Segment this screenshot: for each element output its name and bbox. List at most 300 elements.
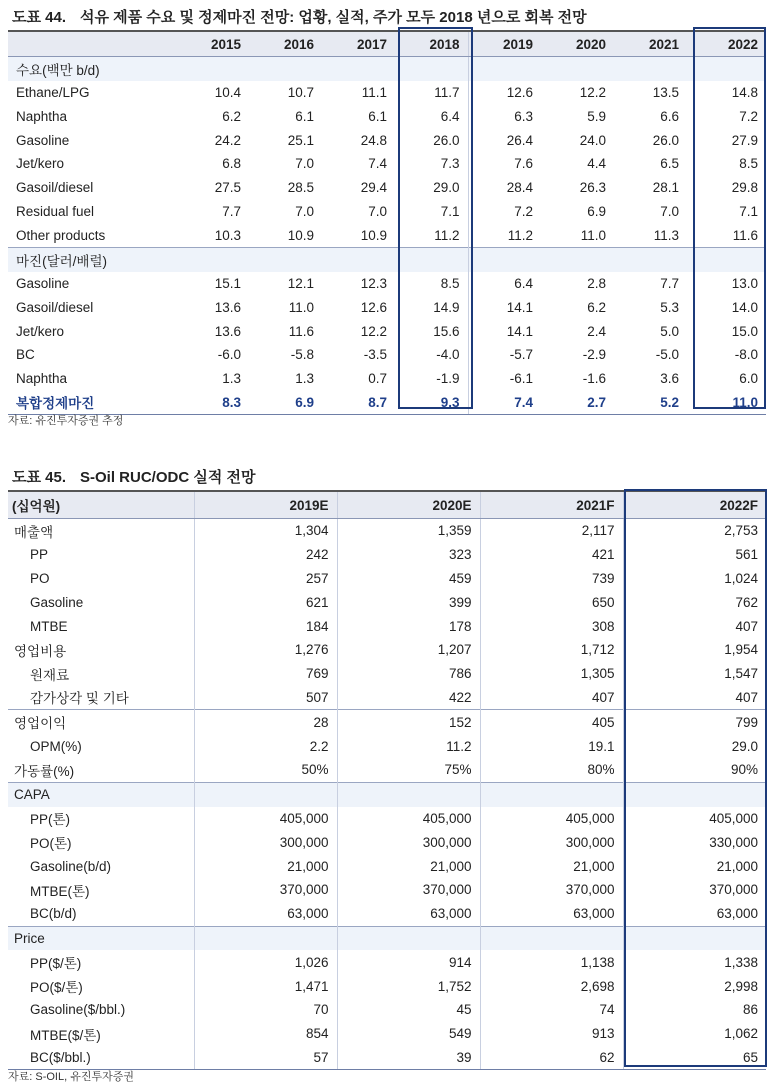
value-cell: 7.1 bbox=[739, 203, 758, 219]
value-cell: 74 bbox=[480, 998, 623, 1022]
value-cell: 300,000 bbox=[480, 830, 623, 854]
value-cell: 11.2 bbox=[434, 227, 460, 243]
value-cell: 28.5 bbox=[287, 180, 314, 196]
value-cell: 7.0 bbox=[368, 203, 387, 219]
value-cell: 10.9 bbox=[287, 227, 314, 243]
value-cell: 5.2 bbox=[614, 391, 687, 415]
value-cell: -3.5 bbox=[363, 347, 387, 363]
value-cell: 6.8 bbox=[222, 156, 241, 172]
value-cell: 14.8 bbox=[731, 85, 758, 101]
data-row bbox=[8, 543, 766, 567]
value-cell: 1,471 bbox=[194, 974, 337, 998]
value-cell: 152 bbox=[337, 710, 480, 734]
value-cell: 70 bbox=[194, 998, 337, 1022]
value-cell: 1,138 bbox=[480, 950, 623, 974]
value-cell: 12.2 bbox=[360, 323, 387, 339]
section-cell bbox=[687, 248, 766, 272]
value-cell: 1.3 bbox=[222, 371, 241, 387]
data-row bbox=[8, 519, 766, 543]
value-cell: 407 bbox=[623, 614, 766, 638]
value-cell: 1,338 bbox=[623, 950, 766, 974]
column-header-2020E: 2020E bbox=[337, 491, 480, 519]
value-cell: 1,752 bbox=[337, 974, 480, 998]
value-cell: 184 bbox=[194, 614, 337, 638]
value-cell: 6.2 bbox=[222, 108, 241, 124]
value-cell: 561 bbox=[623, 543, 766, 567]
value-cell: -6.0 bbox=[217, 347, 241, 363]
value-cell: 507 bbox=[194, 686, 337, 710]
value-cell: 2,698 bbox=[480, 974, 623, 998]
value-cell: 7.0 bbox=[295, 203, 314, 219]
value-cell: 405,000 bbox=[337, 807, 480, 831]
value-cell: 13.0 bbox=[731, 276, 758, 292]
row-label: BC(b/d) bbox=[30, 906, 77, 922]
value-cell: 308 bbox=[480, 614, 623, 638]
data-row bbox=[8, 662, 766, 686]
margin-row bbox=[8, 296, 766, 320]
table1-header-row bbox=[8, 31, 766, 57]
value-cell: 370,000 bbox=[337, 878, 480, 902]
data-row bbox=[8, 854, 766, 878]
value-cell: 8.3 bbox=[176, 391, 249, 415]
margin-row bbox=[8, 272, 766, 296]
year-header-2017: 2017 bbox=[322, 31, 395, 57]
value-cell: 14.1 bbox=[468, 296, 541, 320]
row-label: 원재료 bbox=[30, 667, 70, 683]
value-cell: 10.3 bbox=[214, 227, 241, 243]
value-cell: -5.0 bbox=[655, 347, 679, 363]
row-label: Naphtha bbox=[16, 371, 68, 387]
section-cell bbox=[395, 248, 468, 272]
year-header-2022: 2022 bbox=[687, 31, 766, 57]
value-cell: 11.6 bbox=[732, 227, 758, 243]
row-label: Gasoil/diesel bbox=[16, 180, 94, 196]
value-cell: 300,000 bbox=[337, 830, 480, 854]
section-label: Price bbox=[8, 926, 194, 950]
data-row bbox=[8, 567, 766, 591]
value-cell: 914 bbox=[337, 950, 480, 974]
value-cell: 63,000 bbox=[480, 902, 623, 926]
margin-section-row bbox=[8, 248, 766, 272]
column-header-2022F: 2022F bbox=[623, 491, 766, 519]
value-cell: -4.0 bbox=[436, 347, 460, 363]
table2-header-row bbox=[8, 491, 766, 519]
row-label: Jet/kero bbox=[16, 323, 65, 339]
value-cell: 4.4 bbox=[587, 156, 606, 172]
table2-source: 자료: S-OIL, 유진투자증권 bbox=[8, 1071, 134, 1083]
section-cell bbox=[249, 248, 322, 272]
value-cell: 29.4 bbox=[360, 180, 387, 196]
section-cell bbox=[480, 782, 623, 806]
value-cell: 13.6 bbox=[214, 299, 241, 315]
value-cell: 26.0 bbox=[433, 132, 460, 148]
value-cell: 80% bbox=[480, 758, 623, 782]
value-cell: 762 bbox=[623, 590, 766, 614]
value-cell: 6.6 bbox=[660, 108, 679, 124]
section-header-row bbox=[8, 926, 766, 950]
value-cell: 11.2 bbox=[337, 734, 480, 758]
table2-title-text: S-Oil RUC/ODC 실적 전망 bbox=[80, 469, 256, 486]
value-cell: 405 bbox=[480, 710, 623, 734]
value-cell: 63,000 bbox=[623, 902, 766, 926]
value-cell: 6.9 bbox=[249, 391, 322, 415]
value-cell: 11.7 bbox=[434, 85, 460, 101]
value-cell: 63,000 bbox=[337, 902, 480, 926]
data-row bbox=[8, 878, 766, 902]
section-cell bbox=[395, 57, 468, 81]
value-cell: 739 bbox=[480, 567, 623, 591]
row-label: PP bbox=[30, 547, 49, 563]
data-row bbox=[8, 710, 766, 734]
row-label: PP(톤) bbox=[30, 812, 71, 828]
section-cell bbox=[249, 57, 322, 81]
value-cell: 11.3 bbox=[653, 227, 679, 243]
value-cell: 12.1 bbox=[287, 276, 314, 292]
value-cell: 407 bbox=[623, 686, 766, 710]
value-cell: 19.1 bbox=[480, 734, 623, 758]
demand-row bbox=[8, 81, 766, 105]
row-label: Ethane/LPG bbox=[16, 85, 90, 101]
value-cell: -5.8 bbox=[290, 347, 314, 363]
value-cell: 10.7 bbox=[287, 85, 314, 101]
data-row bbox=[8, 807, 766, 831]
row-label: PO(톤) bbox=[30, 836, 72, 852]
margin-row bbox=[8, 367, 766, 391]
value-cell: 86 bbox=[623, 998, 766, 1022]
demand-section-row bbox=[8, 57, 766, 81]
data-row bbox=[8, 734, 766, 758]
value-cell: 2,117 bbox=[480, 519, 623, 543]
value-cell: 14.9 bbox=[433, 299, 460, 315]
value-cell: 12.6 bbox=[360, 299, 387, 315]
section-cell bbox=[468, 248, 541, 272]
value-cell: 63,000 bbox=[194, 902, 337, 926]
value-cell: -1.9 bbox=[436, 371, 460, 387]
demand-row bbox=[8, 105, 766, 129]
value-cell: 15.0 bbox=[731, 323, 758, 339]
value-cell: 65 bbox=[623, 1046, 766, 1070]
data-row bbox=[8, 590, 766, 614]
value-cell: -8.0 bbox=[734, 347, 758, 363]
value-cell: 1,359 bbox=[337, 519, 480, 543]
section-cell bbox=[337, 782, 480, 806]
value-cell: 242 bbox=[194, 543, 337, 567]
value-cell: 27.9 bbox=[731, 132, 758, 148]
value-cell: 5.0 bbox=[660, 323, 679, 339]
value-cell: 650 bbox=[480, 590, 623, 614]
value-cell: 45 bbox=[337, 998, 480, 1022]
row-label: PO($/톤) bbox=[30, 980, 83, 996]
row-label: Gasoline($/bbl.) bbox=[30, 1002, 126, 1018]
value-cell: 26.0 bbox=[652, 132, 679, 148]
section-cell bbox=[614, 57, 687, 81]
value-cell: 29.0 bbox=[623, 734, 766, 758]
value-cell: 405,000 bbox=[480, 807, 623, 831]
row-label: 영업이익 bbox=[8, 710, 194, 734]
value-cell: 7.4 bbox=[468, 391, 541, 415]
row-label: Naphtha bbox=[16, 108, 68, 124]
year-header-2021: 2021 bbox=[614, 31, 687, 57]
value-cell: 90% bbox=[623, 758, 766, 782]
section-cell bbox=[322, 248, 395, 272]
value-cell: 3.6 bbox=[660, 371, 679, 387]
value-cell: 6.3 bbox=[468, 105, 541, 129]
value-cell: 2.7 bbox=[541, 391, 614, 415]
value-cell: 5.9 bbox=[587, 108, 606, 124]
value-cell: 178 bbox=[337, 614, 480, 638]
value-cell: 21,000 bbox=[337, 854, 480, 878]
table1-label: 도표 44. bbox=[12, 9, 66, 26]
value-cell: 2.4 bbox=[587, 323, 606, 339]
header-corner bbox=[8, 31, 176, 57]
row-label: MTBE(톤) bbox=[30, 883, 90, 899]
value-cell: 7.3 bbox=[440, 156, 460, 172]
value-cell: 8.5 bbox=[739, 156, 758, 172]
data-row bbox=[8, 614, 766, 638]
section-label: CAPA bbox=[8, 782, 194, 806]
value-cell: 12.3 bbox=[360, 276, 387, 292]
table1-title bbox=[12, 6, 587, 27]
value-cell: 2.8 bbox=[587, 276, 606, 292]
value-cell: 7.7 bbox=[660, 276, 679, 292]
data-row bbox=[8, 998, 766, 1022]
value-cell: 39 bbox=[337, 1046, 480, 1070]
value-cell: 28.1 bbox=[652, 180, 679, 196]
demand-row bbox=[8, 152, 766, 176]
section-cell bbox=[614, 248, 687, 272]
value-cell: 405,000 bbox=[194, 807, 337, 831]
value-cell: 7.1 bbox=[440, 203, 460, 219]
value-cell: 323 bbox=[337, 543, 480, 567]
value-cell: 15.1 bbox=[214, 276, 241, 292]
value-cell: 6.1 bbox=[368, 108, 387, 124]
value-cell: 57 bbox=[194, 1046, 337, 1070]
value-cell: 257 bbox=[194, 567, 337, 591]
table2-title bbox=[12, 466, 255, 487]
value-cell: 854 bbox=[194, 1022, 337, 1046]
value-cell: 1,547 bbox=[623, 662, 766, 686]
section-cell bbox=[176, 248, 249, 272]
value-cell: -6.1 bbox=[468, 367, 541, 391]
column-header-2019E: 2019E bbox=[194, 491, 337, 519]
data-row bbox=[8, 974, 766, 998]
section-cell bbox=[194, 782, 337, 806]
value-cell: 7.0 bbox=[660, 203, 679, 219]
value-cell: 913 bbox=[480, 1022, 623, 1046]
row-label: Gasoil/diesel bbox=[16, 299, 94, 315]
value-cell: 21,000 bbox=[480, 854, 623, 878]
row-label: 가동률(%) bbox=[14, 763, 75, 779]
year-header-2020: 2020 bbox=[541, 31, 614, 57]
value-cell: 421 bbox=[480, 543, 623, 567]
value-cell: 14.1 bbox=[468, 319, 541, 343]
value-cell: 26.4 bbox=[468, 128, 541, 152]
value-cell: 11.6 bbox=[288, 323, 314, 339]
value-cell: 24.0 bbox=[579, 132, 606, 148]
value-cell: 2,998 bbox=[623, 974, 766, 998]
value-cell: 62 bbox=[480, 1046, 623, 1070]
value-cell: 11.1 bbox=[361, 85, 387, 101]
section-cell bbox=[623, 926, 766, 950]
row-label: PO bbox=[30, 570, 50, 586]
value-cell: 75% bbox=[337, 758, 480, 782]
demand-row bbox=[8, 128, 766, 152]
value-cell: 21,000 bbox=[623, 854, 766, 878]
section-cell bbox=[194, 926, 337, 950]
value-cell: 7.2 bbox=[468, 200, 541, 224]
value-cell: 24.8 bbox=[360, 132, 387, 148]
value-cell: 1,712 bbox=[480, 638, 623, 662]
year-header-2019: 2019 bbox=[468, 31, 541, 57]
value-cell: 1,305 bbox=[480, 662, 623, 686]
section-header-row bbox=[8, 782, 766, 806]
value-cell: 13.6 bbox=[214, 323, 241, 339]
value-cell: 25.1 bbox=[287, 132, 314, 148]
row-label: Gasoline bbox=[30, 594, 84, 610]
row-label: MTBE($/톤) bbox=[30, 1027, 101, 1043]
section-cell bbox=[480, 926, 623, 950]
value-cell: 14.0 bbox=[731, 299, 758, 315]
section-cell bbox=[541, 57, 614, 81]
value-cell: 26.3 bbox=[579, 180, 606, 196]
data-row bbox=[8, 1022, 766, 1046]
row-label: Jet/kero bbox=[16, 156, 65, 172]
data-row bbox=[8, 686, 766, 710]
value-cell: 10.4 bbox=[214, 85, 241, 101]
table1-source: 자료: 유진투자증권 추정 bbox=[8, 415, 124, 427]
row-label: Gasoline bbox=[16, 132, 70, 148]
value-cell: 6.4 bbox=[440, 108, 460, 124]
row-label: Other products bbox=[16, 227, 106, 243]
year-header-2016: 2016 bbox=[249, 31, 322, 57]
row-label: MTBE bbox=[30, 618, 68, 634]
value-cell: 769 bbox=[194, 662, 337, 686]
unit-label: (십억원) bbox=[8, 491, 194, 519]
value-cell: 1,276 bbox=[194, 638, 337, 662]
demand-row bbox=[8, 176, 766, 200]
row-label: BC bbox=[16, 347, 35, 363]
demand-row bbox=[8, 223, 766, 247]
section-cell bbox=[623, 782, 766, 806]
value-cell: 1,026 bbox=[194, 950, 337, 974]
value-cell: 7.2 bbox=[739, 108, 758, 124]
value-cell: 1,207 bbox=[337, 638, 480, 662]
value-cell: 12.6 bbox=[468, 81, 541, 105]
value-cell: 6.1 bbox=[295, 108, 314, 124]
value-cell: 12.2 bbox=[579, 85, 606, 101]
section-cell bbox=[468, 57, 541, 81]
value-cell: 399 bbox=[337, 590, 480, 614]
value-cell: 27.5 bbox=[214, 180, 241, 196]
data-row bbox=[8, 758, 766, 782]
data-row bbox=[8, 638, 766, 662]
section-cell bbox=[541, 248, 614, 272]
data-row bbox=[8, 950, 766, 974]
value-cell: 300,000 bbox=[194, 830, 337, 854]
margin-row bbox=[8, 343, 766, 367]
row-label: Gasoline bbox=[16, 276, 70, 292]
row-label: 영업비용 bbox=[14, 643, 67, 659]
value-cell: 7.0 bbox=[295, 156, 314, 172]
value-cell: 2,753 bbox=[623, 519, 766, 543]
section-cell bbox=[687, 57, 766, 81]
value-cell: 2.2 bbox=[194, 734, 337, 758]
value-cell: 28 bbox=[194, 710, 337, 734]
margin-row bbox=[8, 319, 766, 343]
value-cell: 11.0 bbox=[580, 227, 606, 243]
value-cell: 549 bbox=[337, 1022, 480, 1046]
value-cell: 1,062 bbox=[623, 1022, 766, 1046]
value-cell: 8.7 bbox=[322, 391, 395, 415]
row-label: PP($/톤) bbox=[30, 956, 82, 972]
value-cell: 11.2 bbox=[468, 223, 541, 247]
value-cell: 330,000 bbox=[623, 830, 766, 854]
value-cell: 6.9 bbox=[587, 203, 606, 219]
row-label: Residual fuel bbox=[16, 203, 95, 219]
section-cell bbox=[337, 926, 480, 950]
section-label: 수요(백만 b/d) bbox=[8, 57, 176, 81]
value-cell: 29.0 bbox=[433, 180, 460, 196]
row-label: Gasoline(b/d) bbox=[30, 858, 112, 874]
value-cell: -2.9 bbox=[582, 347, 606, 363]
value-cell: 1.3 bbox=[295, 371, 314, 387]
table2-label: 도표 45. bbox=[12, 469, 66, 486]
value-cell: 422 bbox=[337, 686, 480, 710]
data-row bbox=[8, 830, 766, 854]
value-cell: 9.3 bbox=[395, 391, 468, 415]
row-label: BC($/bbl.) bbox=[8, 1046, 194, 1070]
value-cell: 370,000 bbox=[194, 878, 337, 902]
value-cell: 21,000 bbox=[194, 854, 337, 878]
soil-ruc-odc-table bbox=[8, 490, 766, 1070]
value-cell: 15.6 bbox=[433, 323, 460, 339]
value-cell: 28.4 bbox=[468, 176, 541, 200]
value-cell: 407 bbox=[480, 686, 623, 710]
section-cell bbox=[322, 57, 395, 81]
row-label: OPM(%) bbox=[30, 738, 82, 754]
value-cell: 799 bbox=[623, 710, 766, 734]
value-cell: 621 bbox=[194, 590, 337, 614]
table1-title-text: 석유 제품 수요 및 정제마진 전망: 업황, 실적, 주가 모두 2018 년으로 회복 전망 bbox=[80, 9, 587, 26]
section-label: 마진(달러/배럴) bbox=[8, 248, 176, 272]
section-cell bbox=[176, 57, 249, 81]
value-cell: 8.5 bbox=[440, 276, 460, 292]
value-cell: 370,000 bbox=[480, 878, 623, 902]
value-cell: 6.4 bbox=[468, 272, 541, 296]
data-row bbox=[8, 902, 766, 926]
value-cell: 1,024 bbox=[623, 567, 766, 591]
value-cell: 7.4 bbox=[368, 156, 387, 172]
value-cell: -5.7 bbox=[468, 343, 541, 367]
value-cell: 6.2 bbox=[587, 299, 606, 315]
value-cell: 6.0 bbox=[739, 371, 758, 387]
row-label: 감가상각 및 기타 bbox=[30, 691, 129, 707]
column-header-2021F: 2021F bbox=[480, 491, 623, 519]
value-cell: 786 bbox=[337, 662, 480, 686]
value-cell: 13.5 bbox=[652, 85, 679, 101]
value-cell: 50% bbox=[194, 758, 337, 782]
value-cell: 11.0 bbox=[687, 391, 766, 415]
value-cell: 1,954 bbox=[623, 638, 766, 662]
row-label: 복합정제마진 bbox=[8, 391, 176, 415]
value-cell: 459 bbox=[337, 567, 480, 591]
value-cell: -1.6 bbox=[582, 371, 606, 387]
value-cell: 29.8 bbox=[731, 180, 758, 196]
value-cell: 10.9 bbox=[360, 227, 387, 243]
value-cell: 0.7 bbox=[368, 371, 387, 387]
year-header-2015: 2015 bbox=[176, 31, 249, 57]
data-row bbox=[8, 1046, 766, 1070]
